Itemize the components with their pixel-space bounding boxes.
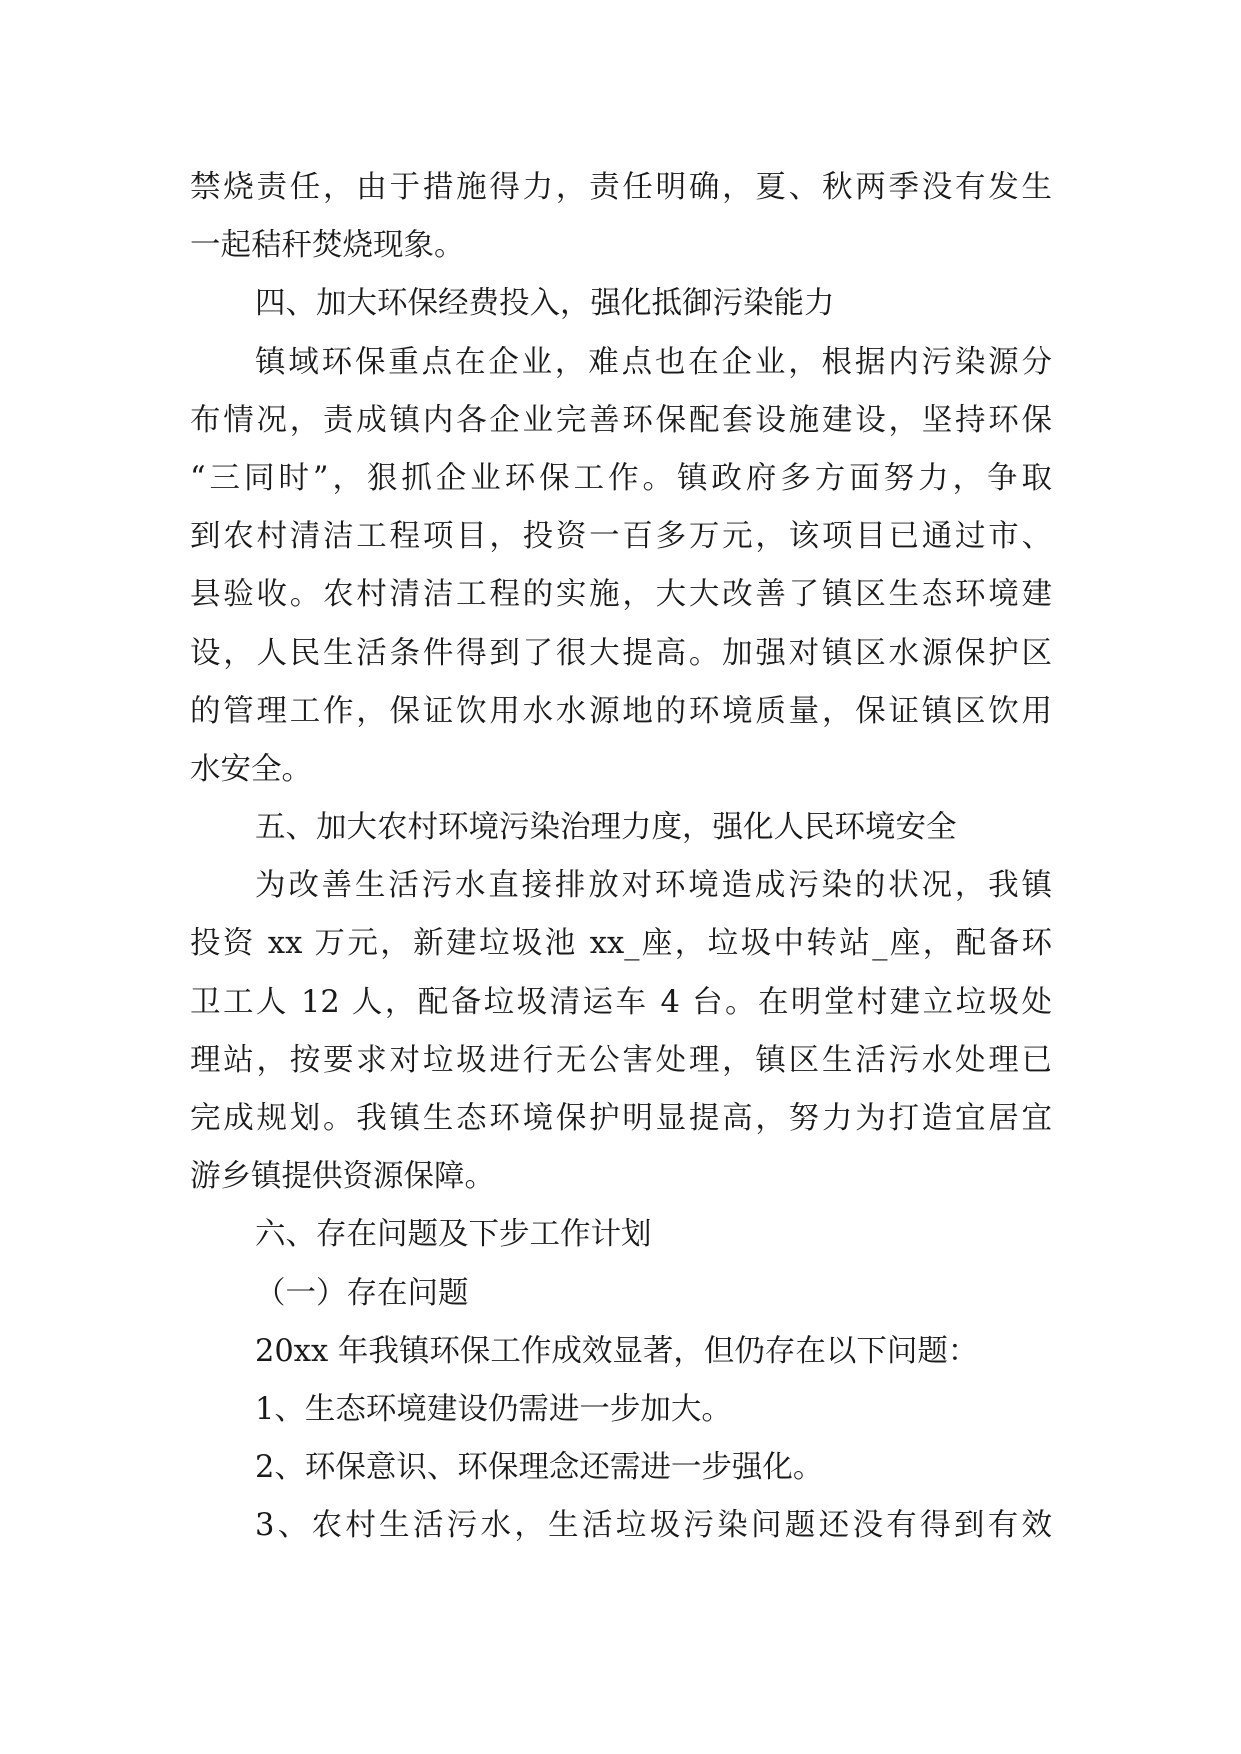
text-line: 1、生态环境建设仍需进一步加大。	[255, 1391, 732, 1427]
text-line: 水安全。	[190, 751, 312, 787]
text-line: 2、环保意识、环保理念还需进一步强化。	[255, 1450, 824, 1486]
text-line: 县验收。农村清洁工程的实施，大大改善了镇区生态环境建	[190, 577, 1052, 613]
text-line: 理站，按要求对垃圾进行无公害处理，镇区生活污水处理已	[190, 1042, 1052, 1078]
text-line: 五、加大农村环境污染治理力度，强化人民环境安全	[255, 810, 957, 846]
text-line: 20xx 年我镇环保工作成效显著，但仍存在以下问题：	[255, 1333, 979, 1369]
text-line: 一起秸秆焚烧现象。	[190, 228, 465, 264]
text-line: 镇域环保重点在企业，难点也在企业，根据内污染源分	[255, 344, 1052, 380]
text-line: 为改善生活污水直接排放对环境造成污染的状况，我镇	[255, 868, 1052, 904]
text-line: “三同时”，狠抓企业环保工作。镇政府多方面努力，争取	[190, 460, 1052, 496]
text-line: 四、加大环保经费投入，强化抵御污染能力	[255, 286, 835, 322]
text-line: 布情况，责成镇内各企业完善环保配套设施建设，坚持环保	[190, 402, 1052, 438]
text-line: 完成规划。我镇生态环境保护明显提高，努力为打造宜居宜	[190, 1101, 1052, 1136]
text-line: 3、农村生活污水，生活垃圾污染问题还没有得到有效	[255, 1508, 1052, 1544]
document-body	[190, 159, 1052, 1556]
text-line: 六、存在问题及下步工作计划	[255, 1217, 652, 1253]
text-line: 禁烧责任，由于措施得力，责任明确，夏、秋两季没有发生	[190, 170, 1052, 205]
text-line: （一）存在问题	[255, 1275, 469, 1311]
text-line: 投资 xx 万元，新建垃圾池 xx_座，垃圾中转站_座，配备环	[190, 926, 1052, 962]
text-line: 的管理工作，保证饮用水水源地的环境质量，保证镇区饮用	[190, 693, 1052, 729]
text-line: 卫工人 12 人，配备垃圾清运车 4 台。在明堂村建立垃圾处	[190, 984, 1052, 1020]
text-line: 游乡镇提供资源保障。	[190, 1159, 495, 1195]
text-line: 到农村清洁工程项目，投资一百多万元，该项目已通过市、	[190, 519, 1052, 555]
text-line: 设，人民生活条件得到了很大提高。加强对镇区水源保护区	[190, 635, 1052, 671]
